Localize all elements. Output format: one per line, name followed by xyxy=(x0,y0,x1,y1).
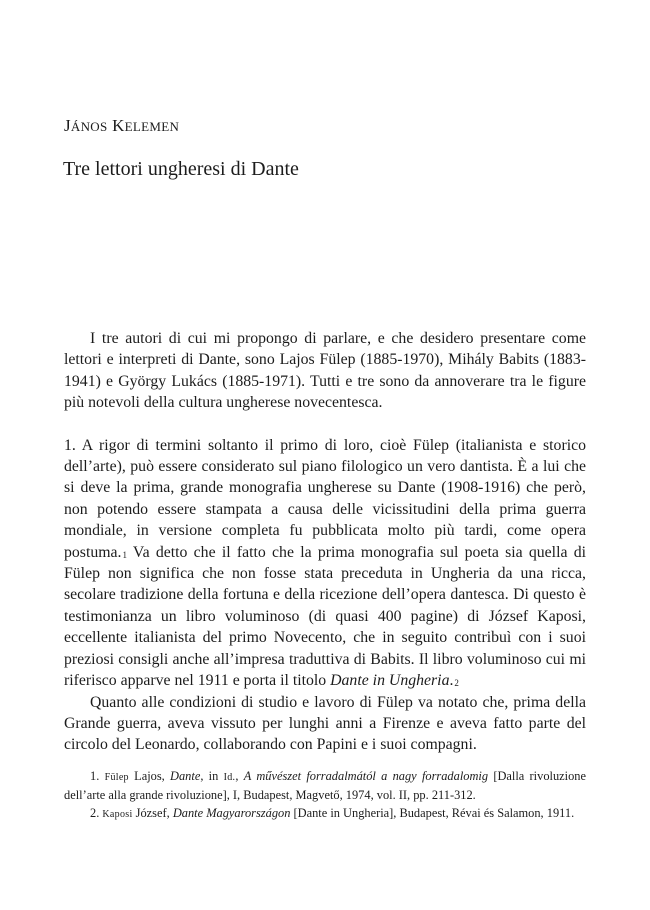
book-title: Dante in Ungheria xyxy=(330,672,450,690)
section-1-paragraph: 1. A rigor di termini soltanto il primo di loro, cioè Fülep (italianista e storico dell’arte), può essere considerato sul piano filologico un vero dantista. È a lui che si deve la prima, grande monografia ungherese su Dante (1908-1916) che però, non potendo essere stampata a causa delle vicissitudini della prima guerra mondiale, in versione completa fu pubblicata molto più tardi, come opera postuma.$^1$ Va detto che il fatto che la prima monografia sul poeta sia quella di Fülep non significa che non fosse stata preceduta in Ungheria da una ricca, secolare tradizione della fortuna e della ricezione dell’opera dantesca. Di questo è testimonianza un libro voluminoso (di quasi 400 pagine) di József Kaposi, eccellente italianista del primo Novecento, che in seguito contribuì con i suoi preziosi consigli anche all’impresa traduttiva di Babits. Il libro voluminoso cui mi riferisco apparve nel 1911 e porta il titolo Dante in Ungheria.$^2$ xyxy=(64,436,586,690)
author-name: JÁNOS KELEMEN xyxy=(64,116,180,135)
footnotes xyxy=(64,768,586,823)
footnote-ref-2: 2 xyxy=(454,678,459,689)
footnote-1: 1. Fülep Lajos, Dante, in Id., A művészet forradalmától a nagy forradalomig [Dalla rivoluzione dell’arte alla grande rivoluzione], I, Budapest, Magvető, 1974, vol. II, pp. 211-312. xyxy=(64,769,586,802)
footnote-ref-1: 1 xyxy=(122,549,127,560)
footnote-2: 2. Kaposi József, Dante Magyarországon [Dante in Ungheria], Budapest, Révai és Salamon, 1911. xyxy=(90,805,575,820)
paragraph-3: Quanto alle condizioni di studio e lavoro di Fülep va notato che, prima della Grande guerra, aveva vissuto per lunghi anni a Firenze e aveva fatto parte del circolo del Leonardo, collaborando con Papini e i suoi compagni. xyxy=(64,693,586,754)
article-body xyxy=(64,328,586,756)
article-title: Tre lettori ungheresi di Dante xyxy=(63,158,299,180)
intro-paragraph: I tre autori di cui mi propongo di parlare, e che desidero presentare come lettori e interpreti di Dante, sono Lajos Fülep (1885-1970), Mihály Babits (1883-1941) e György Lukács (1885-1971). Tutti e tre sono da annoverare tra le figure più notevoli della cultura ungherese novecentesca. xyxy=(64,330,586,412)
